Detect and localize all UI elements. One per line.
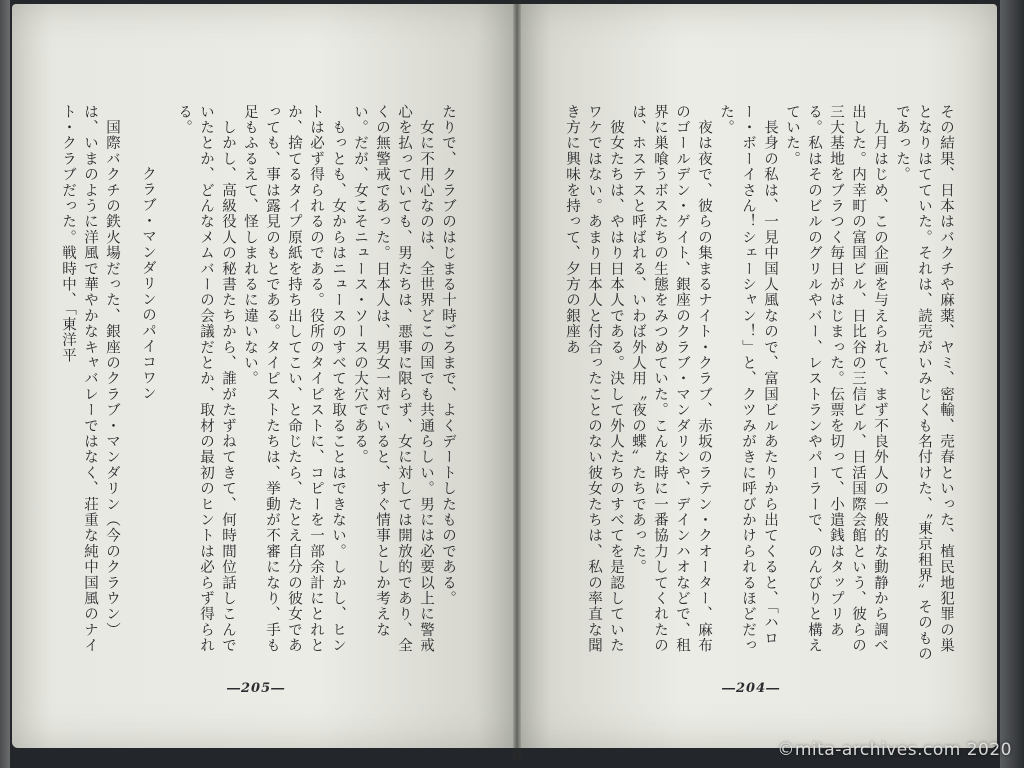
left-page-text	[57, 104, 459, 664]
book-gutter	[513, 0, 521, 760]
paragraph: もっとも、女からはニュースのすべてを取ることはできない。しかし、ヒントは必ず得られるのである。役所のタイピストに、コピーを一部余計にとれとか、捨てるタイプ原紙を持ち出してこい、と命じたら、たとえ自分の彼女であっても、事は露見のもとである。タイピストたちは、挙動が不審になり、手も足もふるえて、怪しまれるに違いない。	[242, 104, 346, 654]
left-page	[12, 4, 517, 748]
section-heading: クラブ・マンダリンのパイコワン	[140, 166, 156, 402]
book-edge-left	[0, 0, 10, 768]
right-page	[517, 4, 997, 748]
book-edge-right	[1000, 0, 1024, 768]
paragraph: 国際バクチの鉄火場だった、銀座のクラブ・マンダリン（今のクラウン）は、いまのように洋風で華やかなキャバレーではなく、荘重な純中国風のナイト・クラブだった。戦時中、「東洋平	[60, 104, 120, 654]
paragraph: 夜は夜で、彼らの集まるナイト・クラブ、赤坂のラテン・クオーター、麻布のゴールデン・ゲイト、銀座のクラブ・マンダリンや、デインハオなどで、租界に巣喰うボスたちの生態をみつめていた。こんな時に一番協力してくれたのは、ホステスと呼ばれる、いわば外人用〝夜の蝶〟たちであった。	[630, 104, 712, 654]
copyright-watermark: ©mita-archives.com 2020	[777, 740, 1012, 760]
page-number-left: ―205―	[227, 681, 286, 696]
paragraph: しかし、高級役人の秘書たちから、誰がたずねてきて、何時間位話しこんでいたとか、どんなメムバーの会議だとか、取材の最初のヒントは必らず得られる。	[176, 104, 236, 654]
page-number-right: ―204―	[722, 681, 781, 696]
paragraph: 女に不用心なのは、全世界どこの国でも共通らしい。男には必要以上に警戒心を払っていても、男たちは、悪事に限らず、女に対しては開放的であり、全くの無警戒であった。日本人は、男女一対でいると、すぐ情事としか考えない。だが、女こそニュース・ソースの大穴である。	[352, 104, 434, 654]
paragraph: 九月はじめ、この企画を与えられて、まず不良外人の一般的な動静から調べ出した。内幸町の富国ビル、日比谷の三信ビル、日活国際会館という、彼らの三大基地をブラつく毎日がはじまった。伝票を切って、小遣銭はタップリある。私はそのビルのグリルやバー、レストランやパーラーで、のんびりと構えていた。	[784, 104, 888, 654]
right-page-text	[561, 104, 957, 664]
paragraph: たりで、クラブのはじまる十時ごろまで、よくデートしたものである。	[440, 104, 456, 607]
paragraph: 長身の私は、一見中国人風なので、富国ビルあたりから出てくると、「ハロー・ボーイさん！シェーシャン！」と、クツみがきに呼びかけられるほどだった。	[718, 104, 778, 654]
paragraph: 彼女たちは、やはり日本人である。決して外人たちのすべてを是認していたワケではない。あまり日本人と付合ったことのない彼女たちは、私の率直な聞き方に興味を持って、夕方の銀座あ	[564, 104, 624, 654]
paragraph: その結果、日本はバクチや麻薬、ヤミ、密輸、売春といった、植民地犯罪の巣となりはてていた。それは、読売がいみじくも名付けた、〝東京租界〟そのものであった。	[894, 104, 954, 662]
